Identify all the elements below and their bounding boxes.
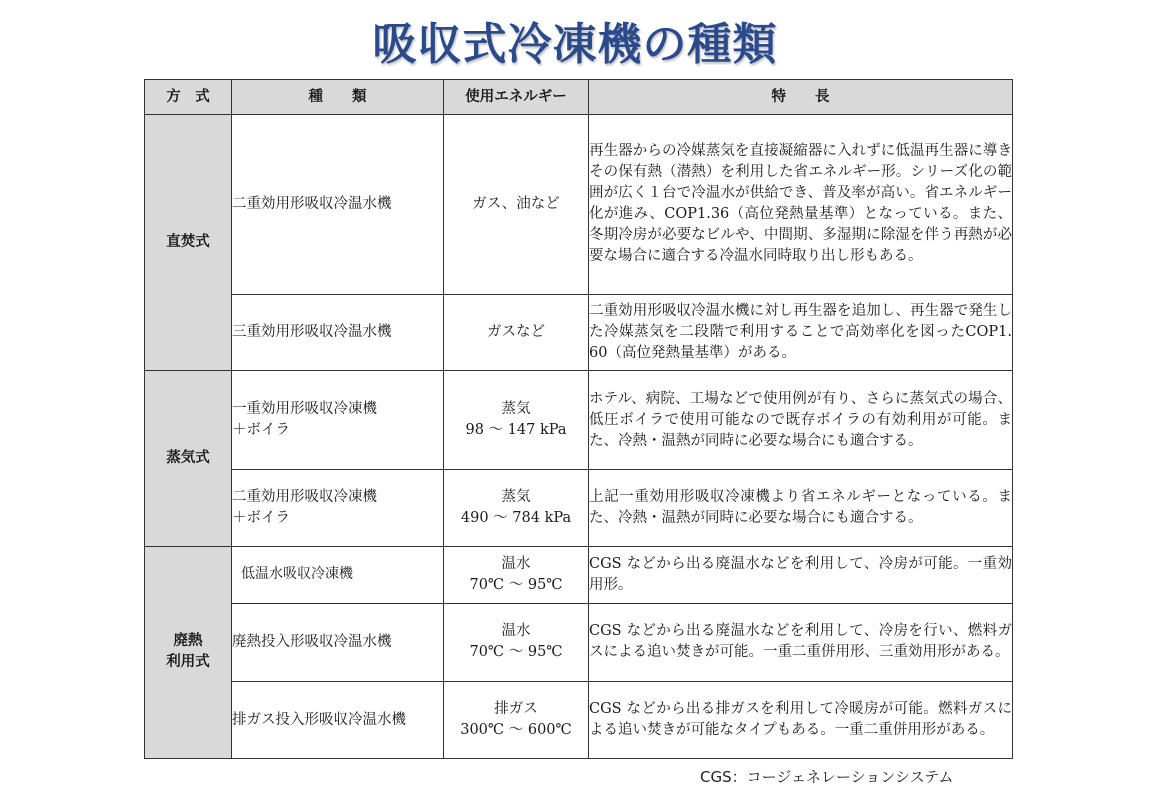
type-text-line2: ＋ボイラ (232, 422, 290, 439)
energy-cell (444, 546, 589, 603)
header-energy: 使用エネルギー (444, 80, 589, 115)
energy-text-line1: 温水 (501, 555, 531, 572)
feature-cell: CGS などから出る排ガスを利用して冷暖房が可能。燃料ガスによる追い焚きが可能なタイプもある。一重二重併用形がある。 (589, 682, 1013, 759)
energy-text-line2: 98 ～ 147 kPa (465, 422, 567, 439)
table-row (145, 682, 1013, 759)
table-row (145, 546, 1013, 603)
header-method: 方 式 (145, 80, 232, 115)
energy-cell (444, 294, 589, 371)
energy-text-line2: 70℃ ～ 95℃ (469, 644, 563, 661)
type-text: 二重効用形吸収冷温水機 (232, 195, 392, 212)
feature-cell: ホテル、病院、工場などで使用例が有り、さらに蒸気式の場合、低圧ボイラで使用可能なので既存ボイラの有効利用が可能。また、冷熱・温熱が同時に必要な場合にも適合する。 (589, 371, 1013, 470)
energy-cell (444, 470, 589, 547)
feature-cell: 二重効用形吸収冷温水機に対し再生器を追加し、再生器で発生した冷媒蒸気を二段階で利用することで高効率化を図ったCOP1. 60（高位発熱量基準）がある。 (589, 294, 1013, 371)
table-row (145, 371, 1013, 470)
type-text: 低温水吸収冷凍機 (241, 566, 353, 583)
type-text: 排ガス投入形吸収冷温水機 (232, 711, 406, 728)
type-cell (232, 546, 444, 603)
energy-text-line1: 温水 (501, 623, 531, 640)
type-cell (232, 603, 444, 682)
energy-cell (444, 371, 589, 470)
method-cell-steam: 蒸気式 (145, 371, 232, 547)
energy-text: ガス、油など (472, 195, 560, 212)
table-row (145, 470, 1013, 547)
energy-text-line1: 蒸気 (501, 489, 531, 506)
page-title: 吸収式冷凍機の種類 (372, 19, 778, 70)
table-header-row (145, 80, 1013, 115)
energy-text-line2: 490 ～ 784 kPa (460, 510, 572, 527)
type-text: 三重効用形吸収冷温水機 (232, 324, 392, 341)
type-cell (232, 371, 444, 470)
type-text-line1: 一重効用形吸収冷凍機 (232, 401, 377, 418)
type-cell (232, 294, 444, 371)
energy-text-line1: 排ガス (494, 701, 538, 718)
energy-text-line1: 蒸気 (501, 401, 531, 418)
type-cell (232, 470, 444, 547)
header-type: 種 類 (232, 80, 444, 115)
type-text: 廃熱投入形吸収冷温水機 (232, 633, 392, 650)
header-feature: 特 長 (589, 80, 1013, 115)
absorption-chiller-table (144, 79, 1013, 759)
method-text-line2: 利用式 (166, 654, 210, 671)
footnote: CGS：コージェネレーションシステム (700, 768, 954, 786)
feature-cell: CGS などから出る廃温水などを利用して、冷房が可能。一重効用形。 (589, 546, 1013, 603)
feature-cell: CGS などから出る廃温水などを利用して、冷房を行い、燃料ガスによる追い焚きが可能。一重二重併用形、三重効用形がある。 (589, 603, 1013, 682)
type-text-line2: ＋ボイラ (232, 510, 290, 527)
energy-cell (444, 115, 589, 295)
type-cell (232, 115, 444, 295)
energy-text-line2: 300℃ ～ 600℃ (460, 722, 572, 739)
type-text-line1: 二重効用形吸収冷凍機 (232, 489, 377, 506)
method-text-line1: 廃熱 (173, 633, 203, 650)
energy-cell (444, 603, 589, 682)
table-row (145, 115, 1013, 295)
table-row (145, 603, 1013, 682)
type-cell (232, 682, 444, 759)
energy-text: ガスなど (487, 324, 545, 341)
feature-cell: 上記一重効用形吸収冷凍機より省エネルギーとなっている。また、冷熱・温熱が同時に必要な場合にも適合する。 (589, 470, 1013, 547)
method-cell-direct-fired: 直焚式 (145, 115, 232, 371)
energy-cell (444, 682, 589, 759)
method-cell-waste-heat (145, 546, 232, 758)
table-row (145, 294, 1013, 371)
energy-text-line2: 70℃ ～ 95℃ (469, 576, 563, 593)
feature-cell: 再生器からの冷媒蒸気を直接凝縮器に入れずに低温再生器に導きその保有熱（潜熱）を利用した省エネルギー形。シリーズ化の範囲が広く１台で冷温水が供給でき、普及率が高い。省エネルギー化が進み、COP1.36（高位発熱量基準）となっている。また、冬期冷房が必要なビルや、中間期、多湿期に除湿を伴う再熱が必要な場合に適合する冷温水同時取り出し形もある。 (589, 115, 1013, 295)
